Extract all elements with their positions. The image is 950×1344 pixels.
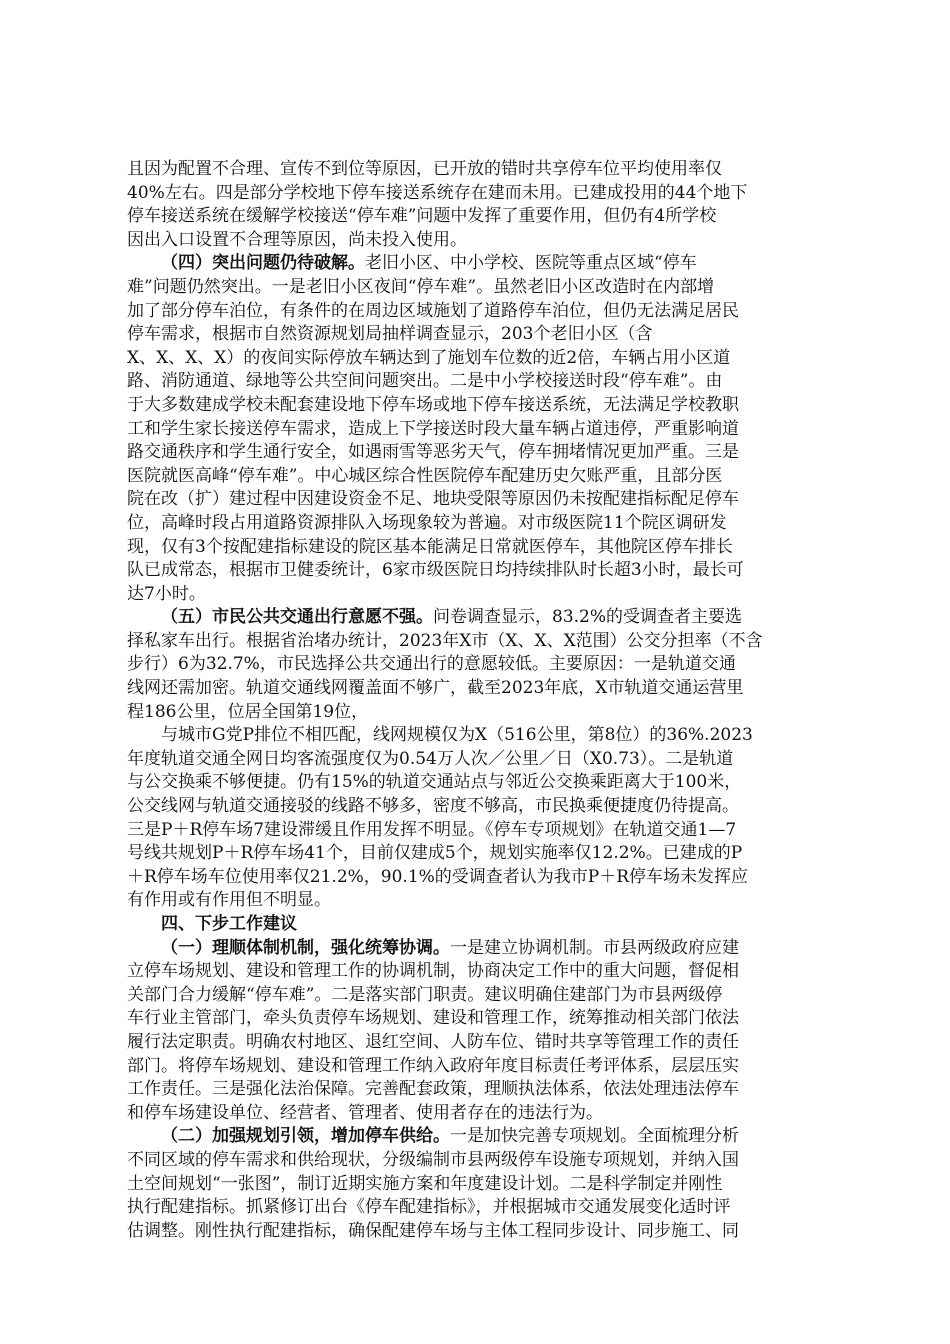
body-text: 年度轨道交通全网日均客流强度仅为0.54万人次／公里／日（X0.73）。二是轨道 — [127, 748, 734, 769]
section-heading: （一）理顺体制机制，强化统筹协调。 — [161, 937, 450, 958]
text-line — [127, 536, 827, 560]
body-text: 估调整。刚性执行配建指标，确保配建停车场与主体工程同步设计、同步施工、同 — [127, 1220, 739, 1241]
body-text: 择私家车出行。根据省治堵办统计，2023年X市（X、X、X范围）公交分担率（不含 — [127, 630, 763, 651]
body-text: 且因为配置不合理、宣传不到位等原因，已开放的错时共享停车位平均使用率仅 — [127, 159, 722, 179]
body-text: 号线共规划P＋R停车场41个，目前仅建成5个，规划实施率仅12.2%。已建成的P — [127, 843, 743, 864]
text-line — [127, 1173, 827, 1197]
body-text: 老旧小区、中小学校、医院等重点区域“停车 — [365, 253, 697, 274]
body-text: 难”问题仍然突出。一是老旧小区夜间“停车难”。虽然老旧小区改造时在内部增 — [127, 276, 715, 297]
body-text: 履行法定职责。明确农村地区、退红空间、人防车位、错时共享等管理工作的责任 — [127, 1031, 739, 1052]
body-text: 路、消防通道、绿地等公共空间问题突出。二是中小学校接送时段“停车难”。由 — [127, 371, 723, 392]
text-line — [127, 984, 827, 1008]
section-heading: （五）市民公共交通出行意愿不强。 — [161, 607, 433, 628]
text-line — [127, 1102, 827, 1126]
text-line — [127, 488, 827, 512]
text-line — [127, 158, 827, 182]
text-line — [127, 866, 827, 890]
text-line — [127, 960, 827, 984]
text-line — [127, 771, 827, 795]
text-line — [127, 252, 827, 276]
body-text: X、X、X、X）的夜间实际停放车辆达到了施划车位数的近2倍，车辆占用小区道 — [127, 347, 731, 368]
body-text: 有作用或有作用但不明显。 — [127, 890, 331, 911]
body-text: 与城市G党P排位不相匹配，线网规模仅为X（516公里，第8位）的36%.2023 — [161, 725, 753, 746]
text-line — [127, 653, 827, 677]
text-line — [127, 677, 827, 701]
body-text: 路交通秩序和学生通行安全，如遇雨雪等恶劣天气，停车拥堵情况更加严重。三是 — [127, 442, 739, 463]
body-text: 不同区域的停车需求和供给现状，分级编制市县两级停车设施专项规划，并纳入国 — [127, 1149, 739, 1170]
text-line — [127, 559, 827, 583]
section-heading: （四）突出问题仍待破解。 — [161, 253, 365, 274]
text-line — [127, 701, 827, 725]
text-line — [127, 394, 827, 418]
body-text: 与公交换乘不够便捷。仍有15%的轨道交通站点与邻近公交换乘距离大于100米， — [127, 772, 742, 793]
text-line — [127, 512, 827, 536]
body-text: 公交线网与轨道交通接驳的线路不够多，密度不够高，市民换乘便捷度仍待提高。 — [127, 796, 739, 817]
text-line — [127, 465, 827, 489]
text-line — [127, 1196, 827, 1220]
body-text: 立停车场规划、建设和管理工作的协调机制，协商决定工作中的重大问题，督促相 — [127, 961, 739, 982]
body-text: 关部门合力缓解“停车难”。二是落实部门职责。建议明确住建部门为市县两级停 — [127, 984, 723, 1005]
text-line — [127, 276, 827, 300]
text-line — [127, 937, 827, 961]
body-text: 车行业主管部门，牵头负责停车场规划、建设和管理工作，统筹推动相关部门依法 — [127, 1008, 739, 1029]
body-text: 加了部分停车泊位，有条件的在周边区域施划了道路停车泊位，但仍无法满足居民 — [127, 300, 739, 321]
body-text: 停车接送系统在缓解学校接送“停车难”问题中发挥了重要作用，但仍有4所学校 — [127, 206, 717, 227]
body-text: 一是加快完善专项规划。全面梳理分析 — [450, 1126, 739, 1147]
text-line — [127, 583, 827, 607]
text-line — [127, 205, 827, 229]
text-line — [127, 630, 827, 654]
body-text: 院在改（扩）建过程中因建设资金不足、地块受限等原因仍未按配建指标配足停车 — [127, 489, 739, 510]
body-text: ＋R停车场车位使用率仅21.2%，90.1%的受调查者认为我市P＋R停车场未发挥应 — [127, 866, 749, 887]
text-line — [127, 819, 827, 843]
text-line — [127, 1078, 827, 1102]
text-line — [127, 606, 827, 630]
text-line — [127, 748, 827, 772]
body-text: 三是P＋R停车场7建设滞缓且作用发挥不明显。《停车专项规划》在轨道交通1—7 — [127, 819, 737, 840]
text-line — [127, 1055, 827, 1079]
body-text: 一是建立协调机制。市县两级政府应建 — [450, 937, 739, 958]
body-text: 于大多数建成学校未配套建设地下停车场或地下停车接送系统，无法满足学校教职 — [127, 394, 739, 415]
text-line — [127, 418, 827, 442]
text-line — [127, 913, 827, 937]
text-line — [127, 229, 827, 253]
body-text: 部门。将停车场规划、建设和管理工作纳入政府年度目标责任考评体系，层层压实 — [127, 1055, 739, 1076]
text-line — [127, 1125, 827, 1149]
body-text: 线网还需加密。轨道交通线网覆盖面不够广，截至2023年底，X市轨道交通运营里 — [127, 678, 744, 699]
text-line — [127, 1007, 827, 1031]
text-line — [127, 347, 827, 371]
text-line — [127, 889, 827, 913]
body-text: 40%左右。四是部分学校地下停车接送系统存在建而未用。已建成投用的44个地下 — [127, 182, 748, 203]
document-page — [127, 158, 827, 1243]
text-line — [127, 370, 827, 394]
text-line — [127, 795, 827, 819]
text-line — [127, 323, 827, 347]
body-text: 因出入口设置不合理等原因，尚未投入使用。 — [127, 229, 467, 250]
body-text: 和停车场建设单位、经营者、管理者、使用者存在的违法行为。 — [127, 1102, 603, 1123]
body-text: 程186公里，位居全国第19位， — [127, 701, 369, 722]
section-heading: 四、下步工作建议 — [161, 914, 297, 934]
body-text: 位，高峰时段占用道路资源排队入场现象较为普遍。对市级医院11个院区调研发 — [127, 512, 727, 533]
text-line — [127, 1220, 827, 1244]
body-text: 问卷调查显示，83.2%的受调查者主要选 — [433, 607, 743, 628]
body-text: 现，仅有3个按配建指标建设的院区基本能满足日常就医停车，其他院区停车排长 — [127, 536, 733, 557]
text-line — [127, 1031, 827, 1055]
text-line — [127, 441, 827, 465]
text-line — [127, 1149, 827, 1173]
body-text: 医院就医高峰“停车难”。中心城区综合性医院停车配建历史欠账严重，且部分医 — [127, 465, 723, 486]
body-text: 队已成常态，根据市卫健委统计，6家市级医院日均持续排队时长超3小时，最长可 — [127, 560, 744, 581]
text-line — [127, 842, 827, 866]
body-text: 工作责任。三是强化法治保障。完善配套政策，理顺执法体系，依法处理违法停车 — [127, 1079, 739, 1100]
body-text: 工和学生家长接送停车需求，造成上下学接送时段大量车辆占道违停，严重影响道 — [127, 418, 739, 439]
body-text: 达7小时。 — [127, 583, 206, 604]
body-text: 步行）6为32.7%，市民选择公共交通出行的意愿较低。主要原因：一是轨道交通 — [127, 654, 736, 675]
body-text: 执行配建指标。抓紧修订出台《停车配建指标》，并根据城市交通发展变化适时评 — [127, 1197, 731, 1218]
text-line — [127, 300, 827, 324]
text-line — [127, 182, 827, 206]
section-heading: （二）加强规划引领，增加停车供给。 — [161, 1126, 450, 1147]
text-line — [127, 724, 827, 748]
body-text: 停车需求，根据市自然资源规划局抽样调查显示，203个老旧小区（含 — [127, 324, 653, 345]
body-text: 土空间规划“一张图”，制订近期实施方案和年度建设计划。二是科学制定并刚性 — [127, 1173, 723, 1194]
